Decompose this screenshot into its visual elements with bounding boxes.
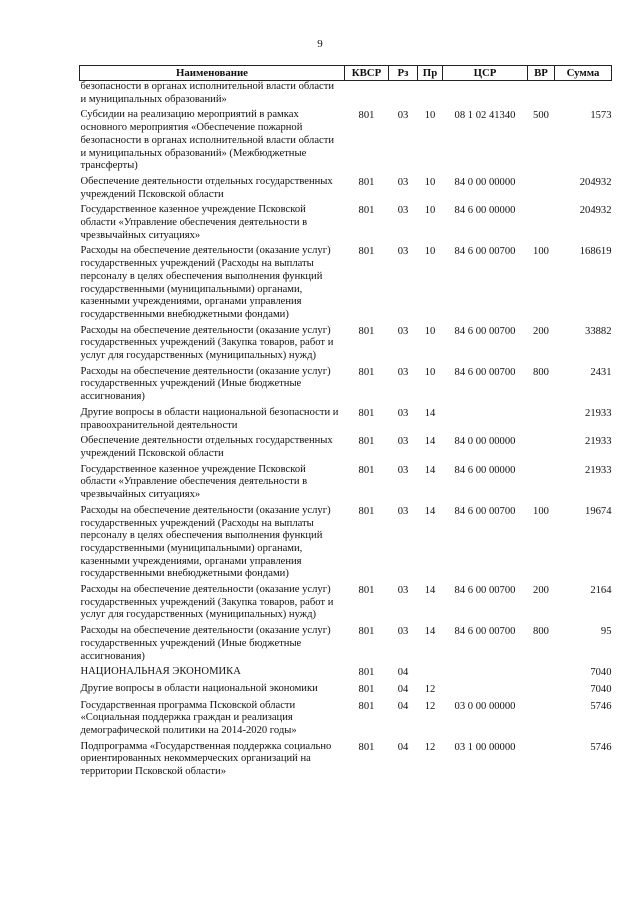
cell-sum: 1573 [590, 110, 612, 122]
cell-rz: 04 [397, 683, 409, 695]
cell-pr: 14 [424, 464, 436, 476]
cell-pr [418, 663, 443, 680]
cell-csr: 84 6 00 00700 [454, 325, 516, 337]
cell-rz: 04 [397, 741, 409, 753]
cell-csr: 84 6 00 00700 [454, 585, 516, 597]
cell-vr [528, 680, 555, 697]
cell-rz: 03 [397, 366, 409, 378]
cell-rz: 03 [397, 176, 409, 188]
table-body [80, 81, 612, 779]
cell-rz: 03 [397, 246, 409, 258]
cell-name: Государственное казенное учреждение Псковской области «Управление обеспечения деятельности в чрезвычайных ситуациях» [80, 204, 308, 241]
table-row [80, 363, 612, 404]
header-pr: Пр [418, 66, 443, 81]
table-row [80, 581, 612, 622]
cell-name: Другие вопросы в области национальной экономики [80, 682, 318, 694]
cell-pr: 12 [424, 683, 436, 695]
cell-vr: 100 [533, 505, 549, 517]
cell-rz: 03 [397, 436, 409, 448]
cell-sum: 21933 [585, 407, 612, 419]
cell-kvsr: 801 [358, 585, 375, 597]
cell-pr: 10 [424, 176, 436, 188]
header-csr: ЦСР [443, 66, 528, 81]
cell-name: Расходы на обеспечение деятельности (оказание услуг) государственных учреждений (Закупка товаров, работ и услуг для государственных (муниципальных) нужд) [80, 584, 334, 621]
table-row [80, 738, 612, 779]
cell-csr [443, 404, 528, 432]
cell-vr [528, 81, 555, 107]
table-row [80, 432, 612, 460]
table-row [80, 81, 612, 107]
table-row [80, 106, 612, 173]
cell-vr: 200 [533, 325, 549, 337]
cell-sum: 21933 [585, 464, 612, 476]
cell-csr [443, 663, 528, 680]
cell-rz: 03 [397, 464, 409, 476]
cell-sum: 7040 [590, 683, 612, 695]
cell-rz: 03 [397, 626, 409, 638]
cell-name: Расходы на обеспечение деятельности (оказание услуг) государственных учреждений (Иные бюджетные ассигнования) [80, 625, 331, 662]
cell-name: Расходы на обеспечение деятельности (оказание услуг) государственных учреждений (Расходы на выплаты персоналу в целях обеспечения выполнения функций государственными (муниципальными) органами, казенными учреждениями, органами управления государственными внебюджетными фондами) [80, 245, 331, 320]
cell-vr [528, 173, 555, 201]
table-row [80, 502, 612, 581]
cell-csr: 84 6 00 00700 [454, 626, 516, 638]
cell-name: Подпрограмма «Государственная поддержка социально ориентированных некоммерческих организаций на территории Псковской области» [80, 740, 332, 778]
cell-csr: 84 6 00 00000 [454, 464, 516, 476]
cell-rz: 03 [397, 585, 409, 597]
cell-kvsr: 801 [358, 436, 375, 448]
cell-name: Государственное казенное учреждение Псковской области «Управление обеспечения деятельности в чрезвычайных ситуациях» [80, 463, 308, 501]
cell-vr: 500 [533, 110, 549, 122]
table-row [80, 697, 612, 738]
cell-kvsr: 801 [358, 325, 375, 337]
cell-name: Расходы на обеспечение деятельности (оказание услуг) государственных учреждений (Иные бюджетные ассигнования) [80, 365, 331, 403]
cell-vr [528, 738, 555, 779]
cell-kvsr: 801 [358, 407, 375, 419]
cell-sum: 95 [600, 626, 612, 638]
cell-rz: 03 [397, 205, 409, 217]
cell-pr: 14 [424, 505, 436, 517]
cell-sum: 5746 [590, 700, 612, 712]
cell-sum: 33882 [585, 325, 612, 337]
cell-name: Субсидии на реализацию мероприятий в рамках основного мероприятия «Обеспечение пожарной безопасности в органах исполнительной власти области и муниципальных образований» (Межбюджетные трансферты) [80, 109, 335, 172]
cell-kvsr: 801 [358, 741, 375, 753]
table-row [80, 201, 612, 242]
cell-vr: 100 [533, 246, 549, 258]
table-row [80, 461, 612, 502]
cell-pr: 10 [424, 246, 436, 258]
table-row [80, 680, 612, 697]
cell-kvsr: 801 [358, 667, 375, 679]
cell-kvsr: 801 [358, 205, 375, 217]
cell-rz [389, 81, 418, 107]
cell-csr: 84 6 00 00700 [454, 246, 516, 258]
cell-pr: 14 [424, 585, 436, 597]
cell-sum: 204932 [579, 176, 612, 188]
cell-vr [528, 404, 555, 432]
cell-csr [443, 680, 528, 697]
table-header-row [80, 66, 612, 81]
cell-kvsr: 801 [358, 464, 375, 476]
cell-csr: 03 0 00 00000 [454, 700, 516, 712]
cell-pr: 12 [424, 741, 436, 753]
cell-vr [528, 432, 555, 460]
table-row [80, 322, 612, 363]
cell-vr [528, 201, 555, 242]
cell-rz: 04 [397, 667, 409, 679]
cell-name: Расходы на обеспечение деятельности (оказание услуг) государственных учреждений (Расходы на выплаты персоналу в целях обеспечения выполнения функций государственными (муниципальными) органами, казенными учреждениями, органами управления государственными внебюджетными фондами) [80, 504, 331, 580]
cell-csr: 84 0 00 00000 [454, 176, 516, 188]
cell-sum: 21933 [585, 436, 612, 448]
cell-pr: 10 [424, 110, 436, 122]
cell-pr [418, 81, 443, 107]
cell-pr: 10 [424, 205, 436, 217]
budget-table [79, 65, 612, 779]
cell-sum: 7040 [590, 667, 612, 679]
cell-vr: 800 [533, 366, 549, 378]
cell-csr: 84 6 00 00000 [454, 205, 516, 217]
cell-kvsr: 801 [358, 176, 375, 188]
cell-kvsr: 801 [358, 626, 375, 638]
table-row [80, 242, 612, 321]
cell-sum: 168619 [579, 246, 612, 258]
cell-sum: 2431 [590, 366, 612, 378]
cell-csr: 84 6 00 00700 [454, 505, 516, 517]
cell-name: НАЦИОНАЛЬНАЯ ЭКОНОМИКА [80, 666, 241, 678]
cell-sum: 2164 [590, 585, 612, 597]
cell-sum: 204932 [579, 205, 612, 217]
header-vr: ВР [528, 66, 555, 81]
cell-sum: 19674 [585, 505, 612, 517]
cell-sum [555, 81, 612, 107]
cell-kvsr: 801 [358, 700, 375, 712]
cell-kvsr: 801 [358, 683, 375, 695]
cell-kvsr: 801 [358, 505, 375, 517]
header-rz: Рз [389, 66, 418, 81]
cell-pr: 14 [424, 626, 436, 638]
cell-sum: 5746 [590, 741, 612, 753]
table-row [80, 404, 612, 432]
cell-kvsr: 801 [358, 366, 375, 378]
table-row [80, 173, 612, 201]
page-number: 9 [317, 38, 323, 50]
cell-vr [528, 697, 555, 738]
cell-csr: 03 1 00 00000 [454, 741, 516, 753]
header-sum: Сумма [555, 66, 612, 81]
header-kvsr: КВСР [345, 66, 389, 81]
cell-name: Обеспечение деятельности отдельных государственных учреждений Псковской области [80, 435, 333, 459]
cell-vr: 200 [533, 585, 549, 597]
cell-name: безопасности в органах исполнительной власти области и муниципальных образований» [80, 81, 335, 105]
cell-vr [528, 461, 555, 502]
cell-pr: 10 [424, 325, 436, 337]
cell-name: Государственная программа Псковской области «Социальная поддержка граждан и реализация демографической политики на 2014-2020 годы» [80, 699, 297, 737]
cell-rz: 03 [397, 110, 409, 122]
cell-vr [528, 663, 555, 680]
cell-kvsr: 801 [358, 246, 375, 258]
header-name: Наименование [80, 66, 345, 81]
cell-rz: 03 [397, 505, 409, 517]
cell-rz: 03 [397, 407, 409, 419]
cell-kvsr [345, 81, 389, 107]
cell-csr: 08 1 02 41340 [454, 110, 516, 122]
table-row [80, 663, 612, 680]
cell-rz: 03 [397, 325, 409, 337]
cell-vr: 800 [533, 626, 549, 638]
cell-kvsr: 801 [358, 110, 375, 122]
cell-pr: 14 [424, 436, 436, 448]
cell-pr: 12 [424, 700, 436, 712]
cell-pr: 10 [424, 366, 436, 378]
cell-pr: 14 [424, 407, 436, 419]
cell-csr: 84 0 00 00000 [454, 436, 516, 448]
table-row [80, 622, 612, 663]
cell-name: Расходы на обеспечение деятельности (оказание услуг) государственных учреждений (Закупка товаров, работ и услуг для государственных (муниципальных) нужд) [80, 324, 334, 362]
cell-name: Другие вопросы в области национальной безопасности и правоохранительной деятельности [80, 406, 339, 431]
cell-rz: 04 [397, 700, 409, 712]
cell-csr: 84 6 00 00700 [454, 366, 516, 378]
cell-name: Обеспечение деятельности отдельных государственных учреждений Псковской области [80, 175, 333, 200]
cell-csr [443, 81, 528, 107]
